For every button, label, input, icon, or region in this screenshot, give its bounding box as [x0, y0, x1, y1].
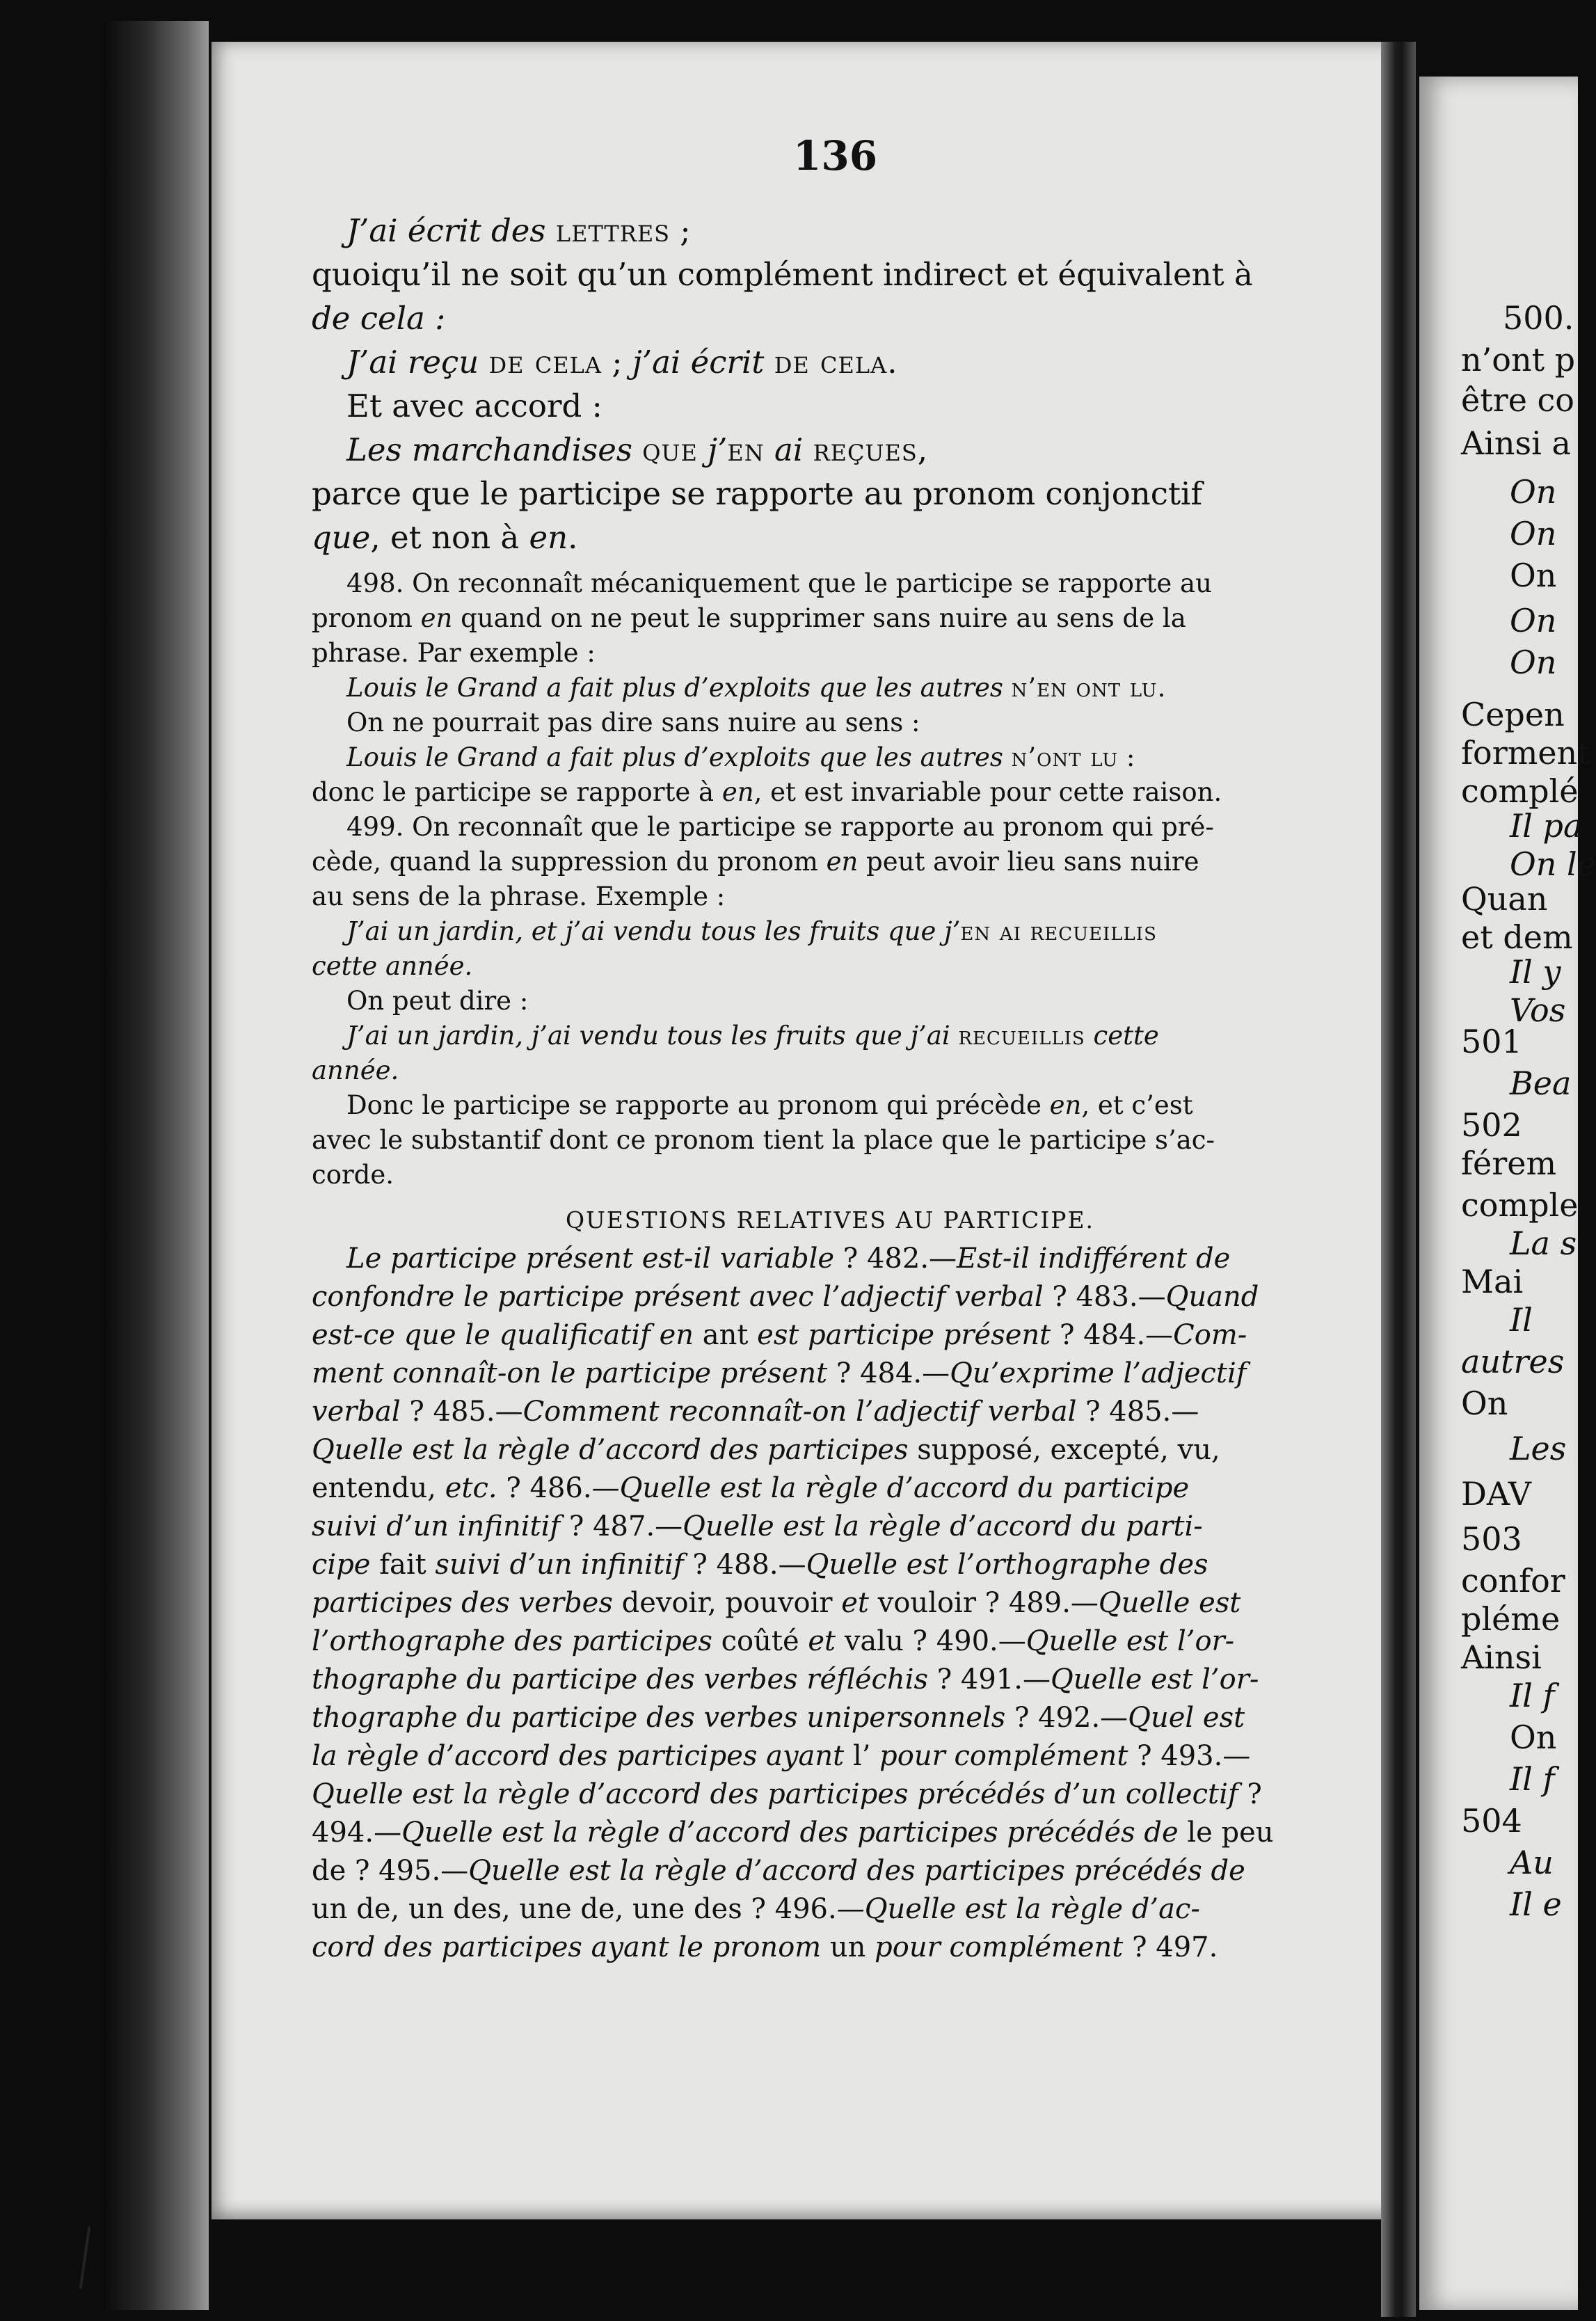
text-span: Donc le participe se rapporte au pronom qui précède [346, 1090, 1050, 1120]
text-span: , et c’est [1081, 1090, 1193, 1120]
paragraph-499-line: au sens de la phrase. Exemple : [312, 882, 726, 911]
text-span: j’ [697, 431, 728, 468]
text-span: Com- [1173, 1319, 1247, 1351]
text-span: J’ai un jardin, j’ai vendu tous les fruits que j’ai [346, 1021, 959, 1051]
text-span: en [420, 603, 453, 633]
text-span: ? 484.— [1051, 1319, 1174, 1351]
text-span: et [799, 1625, 845, 1657]
question-line [312, 1278, 1348, 1316]
text-span: reçues [813, 431, 918, 468]
text-span: l’ [852, 1740, 871, 1772]
text-span: est-ce que le qualificatif en [312, 1319, 703, 1351]
page-number: 136 [793, 132, 878, 180]
text-span: de cela [488, 344, 603, 381]
text-line [312, 516, 1348, 559]
paragraph-498-line: 498. On reconnaît mécaniquement que le participe se rapporte au [346, 568, 1212, 598]
text-span: , et est invariable pour cette raison. [753, 777, 1222, 807]
next-page-fragment: et dem [1461, 918, 1573, 956]
text-span: J’ai reçu [346, 344, 489, 381]
text-span: lettres [555, 212, 671, 249]
text-line: de cela : [312, 300, 446, 337]
next-page-fragment: Mai [1461, 1263, 1524, 1300]
text-span: peut avoir lieu sans nuire [858, 847, 1199, 877]
text-span: thographe du participe des verbes unipersonnels [312, 1702, 1006, 1734]
text-span: Quelle est [1098, 1587, 1241, 1619]
text-span: ? 491.— [928, 1664, 1051, 1696]
text-span: en [529, 519, 568, 556]
text-span: est participe présent [748, 1319, 1051, 1351]
text-span: ? 485.— [1076, 1396, 1199, 1428]
text-span: en [826, 847, 859, 877]
next-page-fragment: Il y [1510, 953, 1561, 991]
text-span: en ai recueillis [960, 916, 1157, 946]
paragraph-499-line: avec le substantif dont ce pronom tient la place que le participe s’ac- [312, 1125, 1215, 1155]
text-span: Est-il indifférent de [957, 1243, 1231, 1275]
next-page-fragment: On [1510, 473, 1557, 511]
text-span: cette [1085, 1021, 1159, 1051]
scan-mark [79, 2226, 90, 2289]
paragraph-498-line: phrase. Par exemple : [312, 638, 596, 668]
text-span: ? 490.— [903, 1625, 1026, 1657]
next-page-fragment: On le [1510, 845, 1596, 883]
paragraph-499-line [312, 914, 1348, 949]
question-line [312, 1622, 1348, 1661]
next-page-fragment: 501 [1461, 1023, 1522, 1060]
paragraph-499-line [312, 845, 1348, 879]
question-line [312, 1814, 1348, 1852]
text-span: n’ont lu [1011, 742, 1119, 772]
text-span: Quelle est l’or- [1050, 1664, 1259, 1696]
question-line [312, 1393, 1348, 1431]
text-span: entendu, [312, 1472, 445, 1504]
text-span: coûté [721, 1625, 799, 1657]
next-page-fragment: Il f [1510, 1760, 1555, 1798]
next-page-fragment: On [1461, 1385, 1508, 1422]
text-span: de cela [774, 344, 888, 381]
questions-block [312, 1240, 1348, 1967]
question-line [312, 1508, 1348, 1546]
text-span: j’ai écrit [632, 344, 774, 381]
next-page-fragment: Quan [1461, 880, 1548, 918]
paragraph-499-line: corde. [312, 1160, 394, 1190]
text-span: thographe du participe des verbes réfléchis [312, 1664, 929, 1696]
text-span: J’ai un jardin, et j’ai vendu tous les fruits que j’ [346, 916, 961, 946]
text-span: en [1049, 1090, 1082, 1120]
next-page-fragment: 502 [1461, 1106, 1522, 1144]
text-span: que [312, 519, 371, 556]
next-page-fragment: être co [1461, 381, 1574, 419]
text-span: Quelle est la règle d’accord des participes précédés d’un collectif [312, 1778, 1238, 1810]
question-line [312, 1546, 1348, 1584]
text-span: ? 486.— [497, 1472, 620, 1504]
text-span: pronom [312, 603, 421, 633]
paragraph-498-line [312, 671, 1348, 705]
question-line [312, 1584, 1348, 1622]
text-span: confondre le participe présent avec l’adjectif verbal [312, 1281, 1044, 1313]
paragraph-499-line: On peut dire : [346, 986, 529, 1016]
paragraph-498-line: On ne pourrait pas dire sans nuire au sens : [346, 708, 920, 737]
text-span: Quelle est la règle d’accord des participes précédés de [468, 1855, 1245, 1887]
text-span: un de, un des, une de, une des [312, 1893, 742, 1925]
next-page-fragment: On [1510, 515, 1557, 552]
text-span: ai [764, 431, 813, 468]
scan-edge [104, 21, 209, 2310]
next-page-fragment: Ainsi [1461, 1638, 1542, 1676]
text-line: quoiqu’il ne soit qu’un complément indirect et équivalent à [312, 256, 1253, 293]
next-page-fragment: complé [1461, 772, 1579, 810]
text-line: Et avec accord : [346, 388, 603, 424]
text-span: ? 487.— [560, 1510, 683, 1542]
text-span: cède, quand la suppression du pronom [312, 847, 827, 877]
text-span: suivi d’un infinitif [426, 1549, 684, 1581]
text-span: le peu [1187, 1817, 1274, 1849]
text-span: vouloir [877, 1587, 976, 1619]
next-page-fragment: Ainsi a [1461, 424, 1571, 462]
page-body [312, 209, 1348, 1967]
text-span: et [832, 1587, 878, 1619]
next-page-fragment: autres [1461, 1343, 1565, 1380]
text-span: . [1157, 673, 1166, 703]
next-page-fragment: n’ont p [1461, 341, 1576, 378]
next-page-fragment: La s [1510, 1225, 1577, 1262]
next-page-fragment: Il [1510, 1301, 1533, 1339]
text-span: Comment reconnaît-on l’adjectif verbal [522, 1396, 1077, 1428]
next-page [1419, 77, 1596, 2310]
text-span: ? 485.— [400, 1396, 523, 1428]
next-page-fragment: Il pa [1510, 807, 1583, 845]
paragraph-499-line: cette année. [312, 951, 473, 981]
text-span: ? 484.— [827, 1357, 950, 1389]
text-span: ant [702, 1319, 749, 1351]
paragraph-499-line [312, 1019, 1348, 1053]
question-line [312, 1737, 1348, 1776]
text-span: ? 493.— [1128, 1740, 1251, 1772]
text-span: Quelle est la règle d’ac- [864, 1893, 1200, 1925]
next-page-fragment: 504 [1461, 1802, 1522, 1840]
text-span: Quelle est la règle d’accord des participes [312, 1434, 918, 1466]
text-span: en [727, 431, 765, 468]
question-line [312, 1240, 1348, 1278]
text-span: Louis le Grand a fait plus d’exploits que les autres [346, 742, 1012, 772]
text-span: ? 482.— [834, 1243, 957, 1275]
next-page-fragment: comple [1461, 1186, 1579, 1224]
text-span: pour complément [870, 1740, 1128, 1772]
text-span: supposé, excepté, vu, [917, 1434, 1220, 1466]
text-span: ? 496.— [742, 1893, 865, 1925]
text-span: recueillis [958, 1021, 1085, 1051]
text-span: ? 488.— [683, 1549, 806, 1581]
book-gutter [1381, 42, 1416, 2317]
next-page-fragment: 500. [1503, 299, 1574, 337]
next-page-fragment: Il f [1510, 1677, 1555, 1714]
text-span: un [829, 1931, 866, 1963]
next-page-fragment: On [1510, 1718, 1557, 1756]
next-page-fragment: Au [1510, 1844, 1554, 1881]
text-span: Quand [1165, 1281, 1259, 1313]
text-span: ? 489.— [975, 1587, 1099, 1619]
paragraph-498-line [312, 601, 1348, 636]
text-span: ? 497. [1123, 1931, 1218, 1963]
text-span: cord des participes ayant le pronom [312, 1931, 830, 1963]
text-span: participes des verbes [312, 1587, 622, 1619]
text-span: Quelle est l’orthographe des [806, 1549, 1208, 1581]
text-span: ? 492.— [1005, 1702, 1128, 1734]
text-line: parce que le participe se rapporte au pronom conjonctif [312, 475, 1203, 512]
text-span: , [917, 431, 928, 468]
paragraph-499-line [312, 1088, 1348, 1123]
question-line [312, 1890, 1348, 1929]
text-span: Louis le Grand a fait plus d’exploits que les autres [346, 673, 1012, 703]
question-line [312, 1929, 1348, 1967]
text-span: : [1118, 742, 1135, 772]
text-line [312, 209, 1348, 253]
paragraph-498-line [312, 740, 1348, 775]
text-span: pour complément [865, 1931, 1124, 1963]
text-span: de [312, 1855, 346, 1887]
text-span: Quel est [1128, 1702, 1245, 1734]
next-page-fragment: férem [1461, 1144, 1557, 1182]
text-span: ? [1238, 1778, 1262, 1810]
text-span: l’orthographe des participes [312, 1625, 721, 1657]
next-page-fragment: 503 [1461, 1520, 1522, 1558]
text-span: n’en ont lu [1011, 673, 1158, 703]
text-span: quand on ne peut le supprimer sans nuire au sens de la [452, 603, 1186, 633]
question-line [312, 1469, 1348, 1508]
paragraph-499-line: année. [312, 1055, 399, 1085]
next-page-fragment: On [1510, 644, 1557, 681]
text-span: ? 483.— [1043, 1281, 1166, 1313]
next-page-fragment: forment [1461, 734, 1590, 772]
text-span: ; [602, 344, 632, 381]
text-span: . [887, 344, 897, 381]
text-span: fait [379, 1549, 426, 1581]
text-span: . [568, 519, 578, 556]
text-span: ment connaît-on le participe présent [312, 1357, 828, 1389]
text-span: ? 495.— [346, 1855, 469, 1887]
next-page-fragment: Les [1510, 1430, 1567, 1467]
paragraph-498-line [312, 775, 1348, 810]
question-line [312, 1661, 1348, 1699]
text-span: donc le participe se rapporte à [312, 777, 722, 807]
question-line [312, 1316, 1348, 1355]
next-page-fragment: Cepen [1461, 696, 1565, 733]
text-span: Quelle est la règle d’accord du parti- [683, 1510, 1203, 1542]
text-span: cipe [312, 1549, 380, 1581]
text-line [312, 428, 1348, 472]
text-span: Quelle est l’or- [1026, 1625, 1235, 1657]
text-span: en [721, 777, 754, 807]
text-span: la règle d’accord des participes ayant [312, 1740, 853, 1772]
question-line [312, 1852, 1348, 1890]
next-page-fragment: Vos [1510, 991, 1566, 1029]
text-span: Quelle est la règle d’accord du participe [619, 1472, 1190, 1504]
question-line [312, 1355, 1348, 1393]
text-span: devoir, pouvoir [621, 1587, 833, 1619]
text-span: , et non à [370, 519, 529, 556]
next-page-fragment: On [1510, 557, 1557, 594]
next-page-fragment: Bea [1510, 1064, 1572, 1102]
questions-heading: QUESTIONS RELATIVES AU PARTICIPE. [565, 1206, 1095, 1234]
next-page-fragment: confor [1461, 1562, 1565, 1600]
question-line [312, 1776, 1348, 1814]
next-page-fragment: pléme [1461, 1600, 1561, 1638]
next-page-fragment: On [1510, 602, 1557, 639]
text-span: Quelle est la règle d’accord des participes précédés de [401, 1817, 1188, 1849]
question-line [312, 1431, 1348, 1469]
next-page-fragment: DAV [1461, 1475, 1532, 1513]
paragraph-499-line: 499. On reconnaît que le participe se rapporte au pronom qui pré- [346, 812, 1214, 842]
text-span: etc. [445, 1472, 497, 1504]
text-span: 494.— [312, 1817, 402, 1849]
text-span: valu [844, 1625, 904, 1657]
question-line [312, 1699, 1348, 1737]
text-line [312, 340, 1348, 384]
text-span: que [642, 431, 698, 468]
text-span: Le participe présent est-il variable [346, 1243, 835, 1275]
text-span: Qu’exprime l’adjectif [950, 1357, 1247, 1389]
next-page-fragment: Il e [1510, 1885, 1562, 1923]
text-span: suivi d’un infinitif [312, 1510, 561, 1542]
text-span: J’ai écrit des [346, 212, 556, 249]
text-span: verbal [312, 1396, 401, 1428]
text-span: Les marchandises [346, 431, 643, 468]
text-span: ; [670, 212, 691, 249]
